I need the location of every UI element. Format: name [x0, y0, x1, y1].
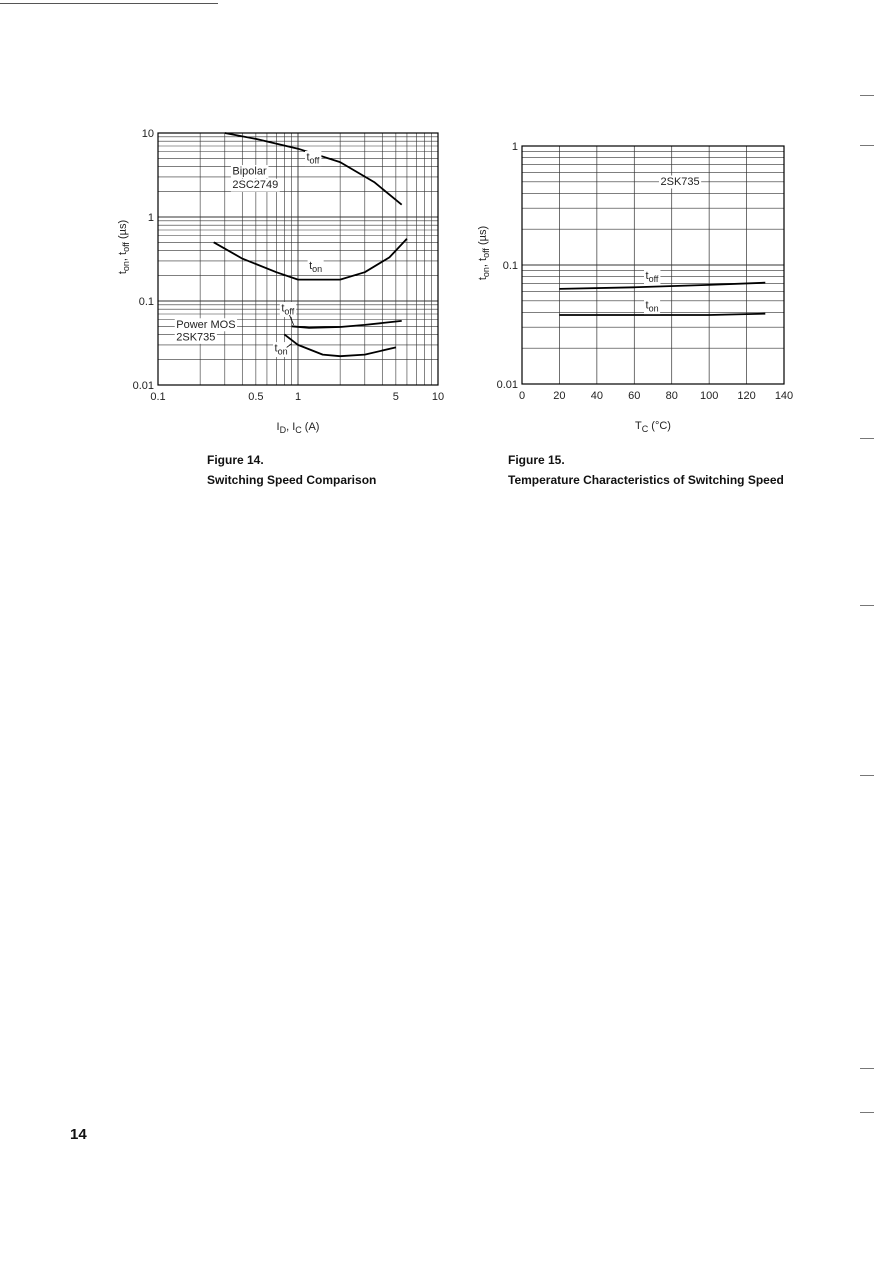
y-axis-label	[117, 220, 131, 274]
figure-14-label: Figure 14.	[207, 453, 264, 467]
annotation-text: 2SC2749	[232, 179, 279, 192]
y-label-sub: on	[481, 267, 491, 278]
series-line-1	[559, 314, 765, 315]
y-tick-label: 0.1	[502, 260, 518, 272]
margin-mark	[860, 605, 874, 607]
x-label-main: I	[276, 421, 280, 433]
figure-14-caption	[207, 450, 376, 490]
y-label-sub: on	[121, 261, 131, 272]
figure-15-label: Figure 15.	[508, 453, 565, 467]
y-label-unit: (µs)	[117, 219, 129, 243]
x-tick-label: 0	[518, 390, 526, 402]
curve-label-base: t	[645, 270, 649, 283]
margin-mark	[860, 438, 874, 440]
tick-labels	[133, 128, 445, 403]
x-label-sep: , I	[286, 421, 296, 433]
series-curves	[559, 283, 765, 315]
annotation-backgrounds	[644, 176, 701, 315]
x-label-sub: C	[295, 425, 302, 435]
curve-label-base: t	[306, 151, 310, 164]
y-label-sep: , t	[117, 251, 129, 262]
annotation-text: 2SK735	[176, 331, 216, 344]
figure-14-chart	[100, 120, 460, 440]
curve-label-base: t	[645, 299, 649, 312]
figure-14-title: Switching Speed Comparison	[207, 473, 377, 487]
margin-mark	[860, 95, 874, 97]
annotation-text: Power MOS	[176, 318, 236, 331]
curve-label-subscript: on	[277, 346, 288, 357]
y-tick-label: 0.01	[132, 380, 154, 392]
x-label-unit: (°C)	[648, 420, 671, 432]
top-rule	[0, 3, 218, 4]
x-tick-label: 20	[553, 390, 566, 402]
curve-label-subscript: on	[648, 303, 659, 314]
x-axis-label	[277, 421, 320, 435]
x-tick-label: 80	[665, 390, 678, 402]
x-tick-label: 120	[737, 390, 756, 402]
series-line-2	[292, 321, 402, 328]
x-label-main: T	[635, 420, 642, 432]
figure-15-title: Temperature Characteristics of Switching Speed	[508, 473, 784, 487]
margin-mark	[860, 1112, 874, 1114]
y-tick-label: 1	[511, 141, 518, 153]
x-tick-label: 100	[699, 390, 719, 402]
annotation-text: 2SK735	[660, 176, 700, 189]
figure-15-caption	[508, 450, 784, 490]
curve-label-subscript: off	[648, 274, 659, 285]
y-label-sep: , t	[477, 257, 489, 268]
y-label-unit: (µs)	[477, 225, 489, 249]
margin-mark	[860, 775, 874, 777]
page-number: 14	[70, 1126, 87, 1143]
x-label-sub: C	[641, 424, 649, 434]
curve-label-base: t	[309, 260, 313, 273]
annotations	[644, 176, 701, 315]
x-tick-label: 60	[628, 390, 641, 402]
y-tick-label: 1	[147, 212, 154, 224]
x-tick-label: 5	[392, 391, 399, 403]
y-tick-label: 0.1	[138, 296, 154, 308]
y-label-sub: off	[121, 242, 131, 252]
x-tick-label: 10	[431, 391, 445, 403]
curve-label-base: t	[274, 342, 278, 355]
x-tick-label: 0.1	[150, 391, 166, 403]
y-axis-label	[477, 226, 491, 280]
x-label-sub: D	[279, 425, 287, 435]
curve-label-subscript: on	[312, 264, 323, 275]
figure-15-chart	[470, 130, 800, 440]
figure-14-svg	[100, 120, 460, 440]
curve-label-subscript: off	[309, 155, 320, 166]
curve-label-base: t	[281, 302, 285, 315]
y-label-main: t	[477, 277, 489, 281]
y-tick-label: 0.01	[496, 379, 518, 391]
curve-label-subscript: off	[284, 306, 295, 317]
margin-mark	[860, 145, 874, 147]
y-label-main: t	[117, 271, 129, 275]
grid-lines	[158, 133, 438, 385]
x-tick-label: 0.5	[248, 391, 264, 403]
annotation-text: Bipolar	[232, 165, 267, 178]
y-tick-label: 10	[141, 128, 154, 140]
x-axis-label	[635, 420, 671, 434]
grid-lines	[522, 146, 784, 384]
x-tick-label: 1	[294, 391, 302, 403]
figure-15-svg	[470, 130, 800, 440]
x-label-unit: (A)	[301, 421, 320, 433]
y-label-sub: off	[481, 248, 491, 258]
x-tick-label: 40	[590, 390, 603, 402]
margin-mark	[860, 1068, 874, 1070]
x-tick-label: 140	[774, 390, 794, 402]
